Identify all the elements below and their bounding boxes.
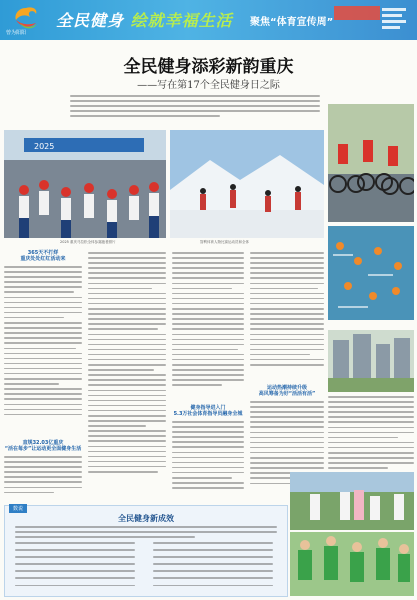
buildings-photo xyxy=(328,330,414,392)
date-box xyxy=(330,4,412,36)
photo1-caption: 2025 重庆马拉松全体参赛跑者照片 xyxy=(60,240,116,244)
column-1b xyxy=(4,456,82,501)
snow-scene-image xyxy=(170,130,324,238)
section-head-1-text: 365天不打烊 重庆处处红红活动来 xyxy=(20,250,66,262)
section-head-3-text: 健身指导进入门 5.3万社会体育指导员融身全城 xyxy=(173,405,243,417)
stats-box xyxy=(4,505,288,597)
column-4 xyxy=(250,252,324,382)
decorative-stamp-icon xyxy=(330,4,412,36)
stats-title: 全民健身新成效 xyxy=(118,514,174,523)
logo-text: 曾为阳阳 xyxy=(6,30,27,36)
swimming-photo xyxy=(328,226,414,320)
header-banner xyxy=(0,0,417,40)
section-head-1 xyxy=(4,250,82,262)
banner-focus: 聚焦“体育宣传周” xyxy=(250,17,334,28)
page-subtitle: ——写在第17个全民健身日之际 xyxy=(137,80,280,91)
cycling-photo xyxy=(328,104,414,222)
svg-text:2025: 2025 xyxy=(34,142,55,151)
taichi-image xyxy=(290,472,414,530)
runners-image xyxy=(290,532,414,596)
lead-paragraph xyxy=(70,95,320,120)
cycling-image xyxy=(328,104,414,222)
taichi-photo xyxy=(290,472,414,530)
city-image xyxy=(328,330,414,392)
marathon-photo xyxy=(4,130,166,238)
column-1 xyxy=(4,266,82,436)
page-title: 全民健身添彩新韵重庆 xyxy=(123,57,294,77)
section-head-4-text: 运动热潮持续升级 高风筹备为好“活活有活” xyxy=(258,385,316,397)
marathon-image xyxy=(4,130,166,238)
swimming-image xyxy=(328,226,414,320)
section-head-4 xyxy=(250,385,324,397)
stats-intro xyxy=(15,526,277,541)
slogan-part-b: 绘就幸福生活 xyxy=(130,11,233,30)
section-head-2-text: 直规32.03亿重庆 “活在每步”让运动更全面健身生活 xyxy=(4,440,82,452)
column-3b xyxy=(172,421,244,501)
section-head-3 xyxy=(172,405,244,417)
section-head-2 xyxy=(4,440,82,452)
stats-tag: 数说 xyxy=(9,504,27,513)
stats-list xyxy=(15,542,277,592)
snow-photo xyxy=(170,130,324,238)
banner-slogan xyxy=(56,8,233,31)
photo2-caption: 智利体育人物比赛运动员和全体 xyxy=(200,240,249,244)
column-2 xyxy=(88,252,166,502)
runners-photo xyxy=(290,532,414,596)
slogan-part-a: 全民健身 xyxy=(56,11,125,30)
